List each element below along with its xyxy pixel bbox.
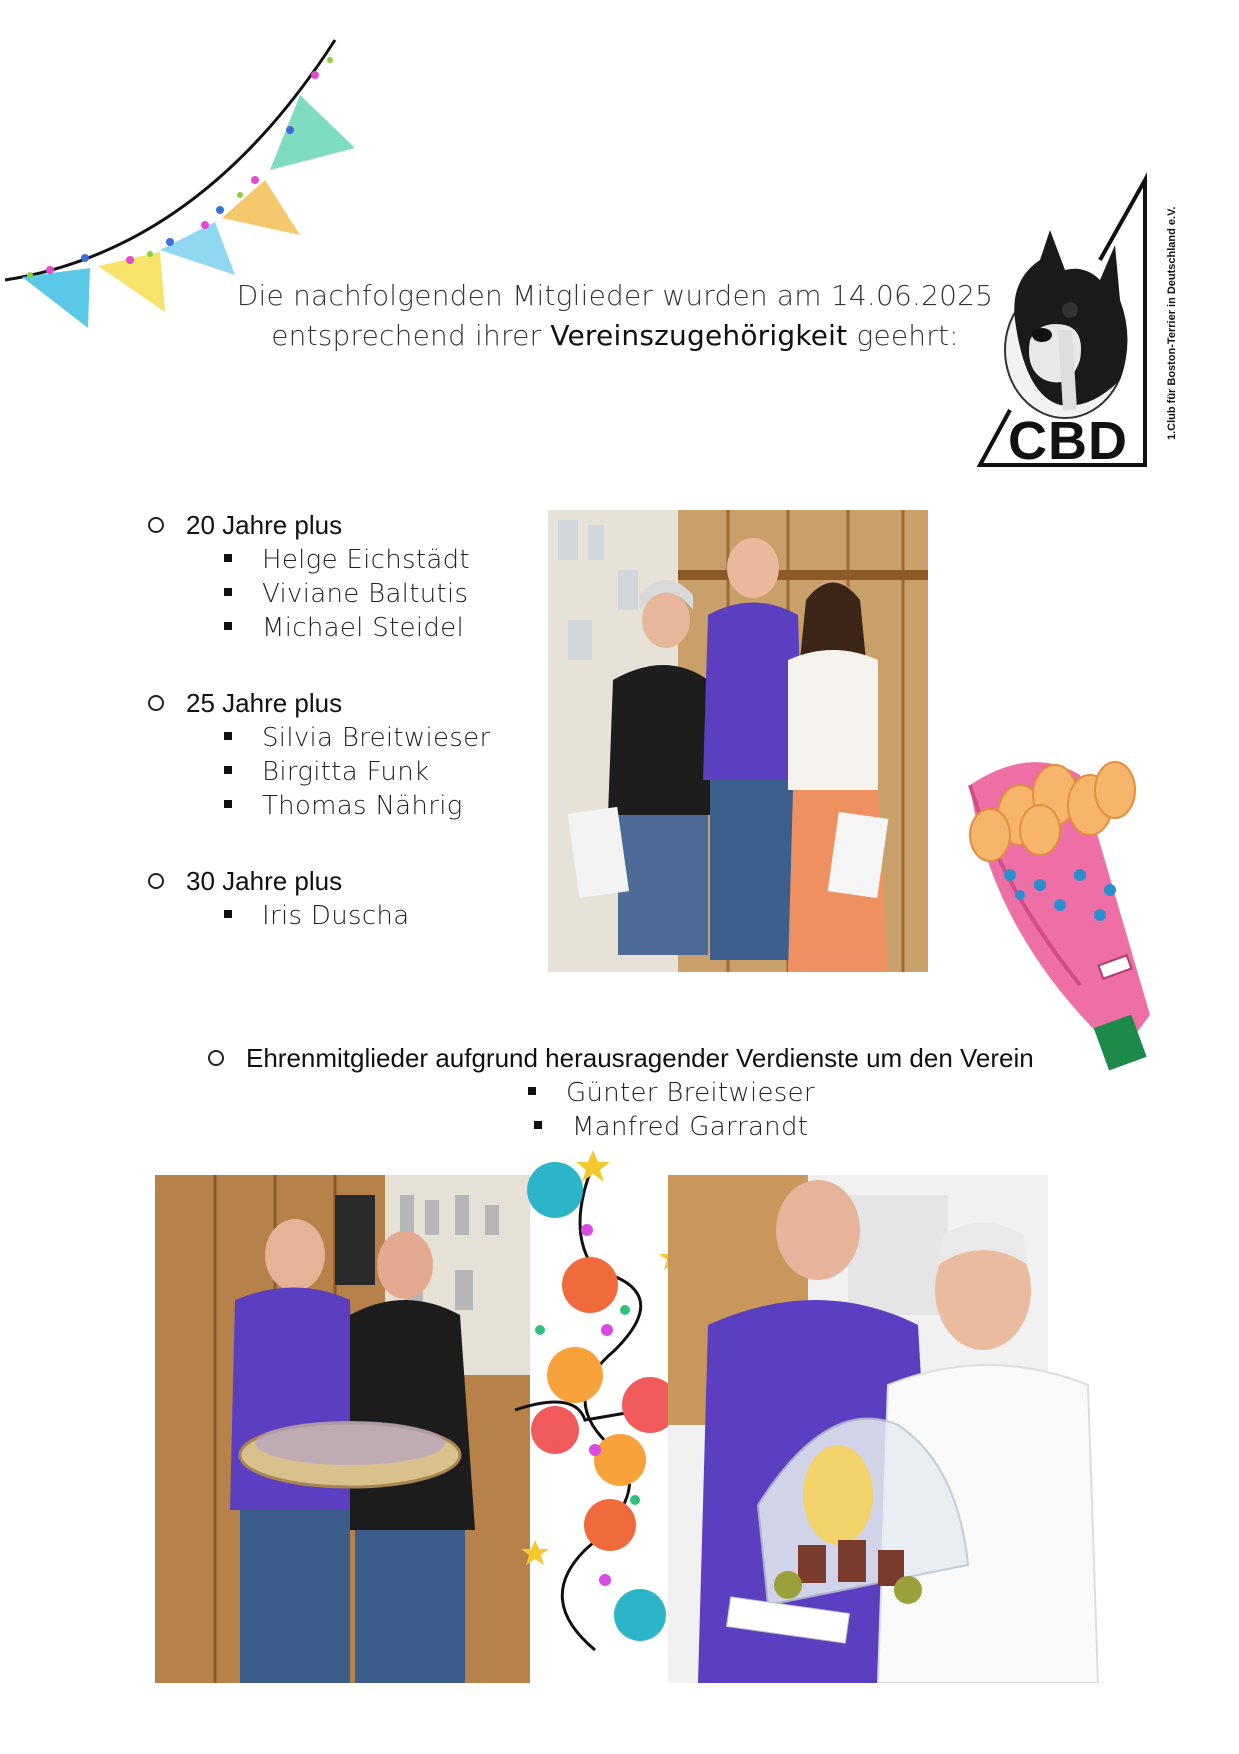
circle-bullet-icon — [148, 873, 164, 889]
square-bullet-icon — [224, 766, 232, 774]
honorary-section — [208, 1043, 1108, 1142]
group-list-25 — [148, 688, 548, 821]
group-title — [148, 866, 548, 897]
member-name: Günter Breitwieser — [566, 1078, 815, 1108]
intro-line-1: Die nachfolgenden Mitglieder wurden am 14.06.2025 — [236, 279, 994, 312]
list-item — [224, 613, 548, 643]
intro-line-2-pre: entsprechend ihrer — [271, 319, 542, 352]
group-list-30 — [148, 866, 548, 931]
logo-side-text: 1.Club für Boston-Terrier in Deutschland e.V. — [1166, 206, 1178, 440]
honorary-title — [208, 1043, 1108, 1074]
intro-line-2 — [230, 316, 1000, 356]
square-bullet-icon — [224, 732, 232, 740]
member-name: Michael Steidel — [262, 613, 464, 643]
square-bullet-icon — [224, 800, 232, 808]
square-bullet-icon — [224, 554, 232, 562]
intro-text — [230, 276, 1000, 356]
circle-bullet-icon — [148, 517, 164, 533]
list-item — [528, 1112, 1108, 1142]
group-list-20 — [148, 510, 548, 643]
list-item — [224, 901, 548, 931]
photo-honorary-member-2 — [668, 1175, 1141, 1683]
boston-terrier-head-icon — [1005, 230, 1128, 418]
intro-line-2-post: geehrt: — [856, 319, 959, 352]
square-bullet-icon — [224, 588, 232, 596]
photo-honorary-member-1 — [155, 1175, 530, 1683]
logo-letters: CBD — [1008, 411, 1128, 471]
member-name: Birgitta Funk — [262, 757, 430, 787]
list-item — [224, 723, 548, 753]
honorary-title-text: Ehrenmitglieder aufgrund herausragender Verdienste um den Verein — [246, 1043, 1034, 1073]
cbd-logo — [970, 170, 1180, 470]
list-item — [528, 1078, 1108, 1108]
list-item — [224, 545, 548, 575]
member-name: Viviane Baltutis — [262, 579, 469, 609]
intro-line-2-emphasis: Vereinszugehörigkeit — [550, 319, 848, 352]
member-name: Silvia Breitwieser — [262, 723, 491, 753]
square-bullet-icon — [224, 910, 232, 918]
member-name: Manfred Garrandt — [572, 1112, 809, 1142]
photo-anniversary-members — [548, 510, 928, 972]
group-title — [148, 688, 548, 719]
list-item — [224, 757, 548, 787]
bouquet-decoration — [950, 755, 1170, 1085]
member-name: Helge Eichstädt — [262, 545, 470, 575]
circle-bullet-icon — [148, 695, 164, 711]
group-title-text: 20 Jahre plus — [186, 510, 343, 540]
list-item — [224, 791, 548, 821]
group-title-text: 25 Jahre plus — [186, 688, 343, 718]
square-bullet-icon — [224, 622, 232, 630]
member-name: Thomas Nährig — [262, 791, 463, 821]
group-title-text: 30 Jahre plus — [186, 866, 343, 896]
list-item — [224, 579, 548, 609]
circle-bullet-icon — [208, 1050, 224, 1066]
square-bullet-icon — [528, 1087, 536, 1095]
square-bullet-icon — [534, 1121, 542, 1129]
member-name: Iris Duscha — [262, 901, 410, 931]
group-title — [148, 510, 548, 541]
